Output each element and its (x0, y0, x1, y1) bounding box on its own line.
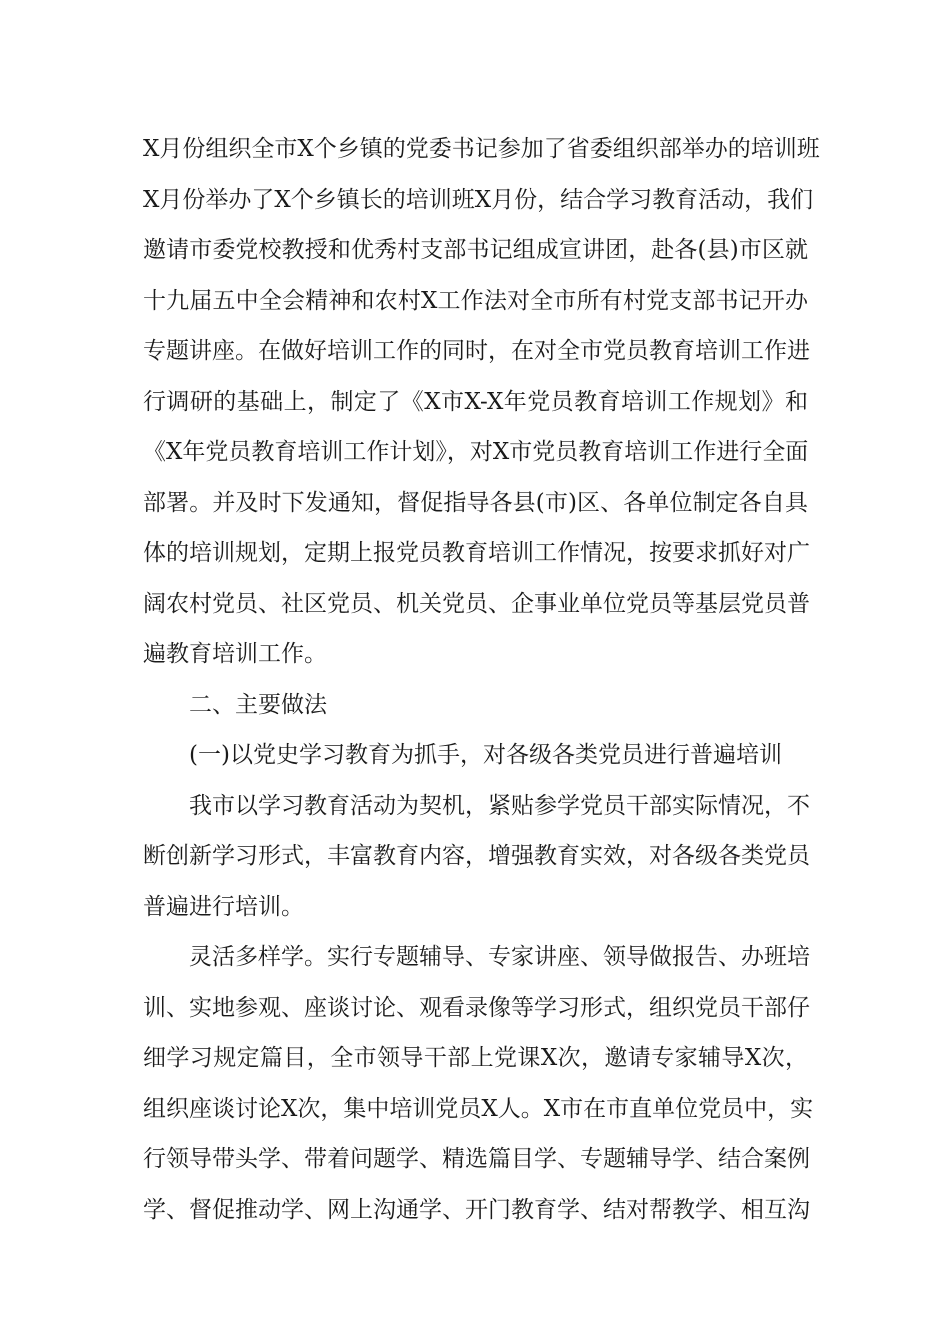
body-text-line: 部署。并及时下发通知，督促指导各县(市)区、各单位制定各自具 (143, 489, 808, 516)
body-text-line: X月份举办了X个乡镇长的培训班X月份，结合学习教育活动，我们 (143, 186, 814, 213)
body-text-line: 组织座谈讨论X次，集中培训党员X人。X市在市直单位党员中，实 (143, 1095, 814, 1122)
section-heading: 二、主要做法 (189, 691, 327, 718)
body-text-line: 训、实地参观、座谈讨论、观看录像等学习形式，组织党员干部仔 (143, 994, 810, 1021)
subsection-heading: (一)以党史学习教育为抓手，对各级各类党员进行普遍培训 (189, 742, 782, 768)
body-text-line: 邀请市委党校教授和优秀村支部书记组成宣讲团，赴各(县)市区就 (143, 237, 808, 263)
body-text-line: 我市以学习教育活动为契机，紧贴参学党员干部实际情况，不 (189, 792, 810, 819)
body-text-line: 行调研的基础上，制定了《X市X-X年党员教育培训工作规划》和 (143, 388, 808, 415)
body-text-line: 行领导带头学、带着问题学、精选篇目学、专题辅导学、结合案例 (143, 1146, 810, 1172)
body-text-line: 《X年党员教育培训工作计划》，对X市党员教育培训工作进行全面 (143, 439, 809, 465)
body-text-line: 细学习规定篇目，全市领导干部上党课X次，邀请专家辅导X次， (143, 1045, 808, 1071)
body-text-line: 体的培训规划，定期上报党员教育培训工作情况，按要求抓好对广 (143, 540, 810, 566)
body-text-line: 专题讲座。在做好培训工作的同时，在对全市党员教育培训工作进 (143, 338, 810, 364)
body-text-line: 学、督促推动学、网上沟通学、开门教育学、结对帮教学、相互沟 (143, 1196, 810, 1223)
body-text-line: 遍教育培训工作。 (143, 641, 327, 667)
body-text-line: 普遍进行培训。 (143, 893, 304, 920)
body-text-line: 十九届五中全会精神和农村X工作法对全市所有村党支部书记开办 (143, 287, 808, 314)
body-text-line: X月份组织全市X个乡镇的党委书记参加了省委组织部举办的培训班 (143, 136, 820, 162)
body-text-line: 灵活多样学。实行专题辅导、专家讲座、领导做报告、办班培 (189, 944, 810, 970)
body-text-line: 阔农村党员、社区党员、机关党员、企事业单位党员等基层党员普 (143, 590, 810, 617)
body-text-line: 断创新学习形式，丰富教育内容，增强教育实效，对各级各类党员 (143, 843, 810, 869)
document-body (143, 124, 820, 1235)
